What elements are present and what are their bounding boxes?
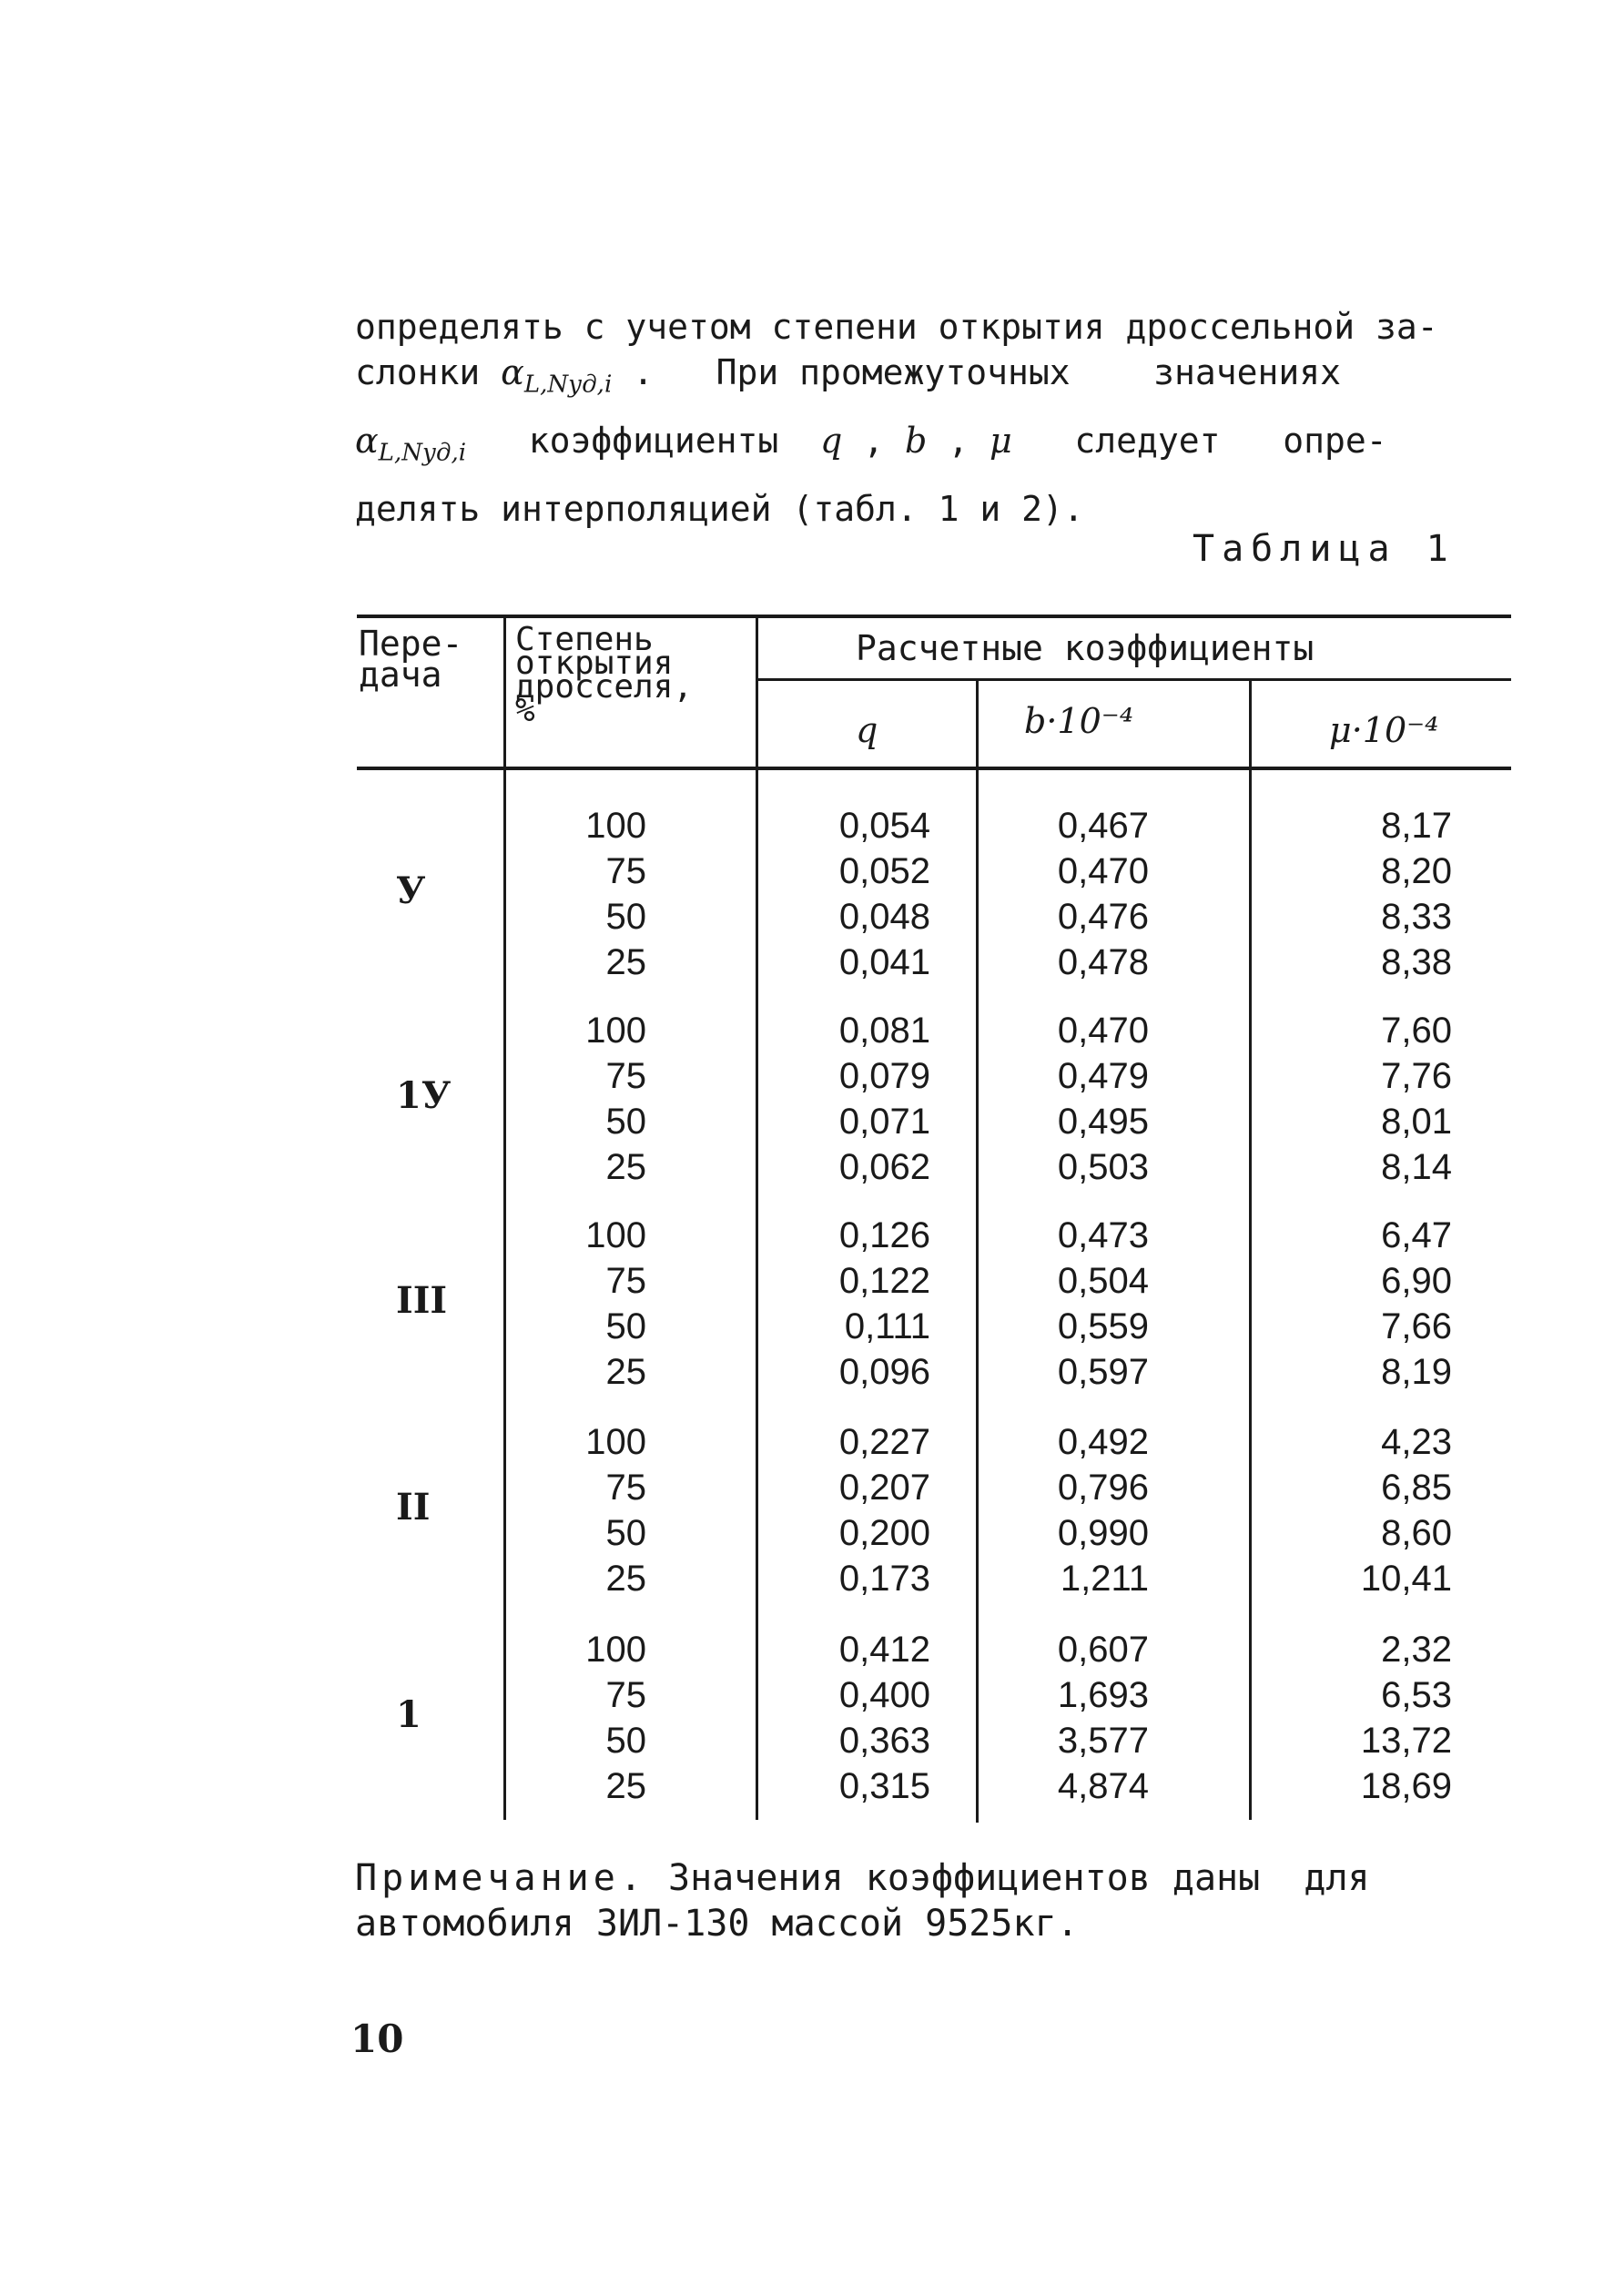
cell-throttle: 25 — [605, 1559, 646, 1599]
cell-q: 0,207 — [838, 1468, 930, 1508]
cell-throttle: 75 — [605, 1261, 646, 1301]
line3-text-b: следует — [1074, 421, 1221, 461]
cell-throttle: 50 — [605, 897, 646, 937]
cell-b: 0,478 — [1057, 942, 1149, 982]
cell-throttle: 100 — [585, 1011, 646, 1051]
cell-throttle: 25 — [605, 942, 646, 982]
page-number: 10 — [350, 2017, 404, 2061]
cell-mu: 8,60 — [1381, 1513, 1452, 1553]
cell-b: 0,597 — [1057, 1352, 1149, 1392]
cell-b: 0,473 — [1057, 1215, 1149, 1255]
cell-throttle: 100 — [585, 806, 646, 846]
cell-mu: 6,47 — [1381, 1215, 1452, 1255]
cell-q: 0,363 — [838, 1721, 930, 1761]
cell-q: 0,111 — [844, 1306, 930, 1346]
gear-label: 1У — [396, 1074, 452, 1117]
header-q: q — [856, 710, 878, 750]
cell-b: 0,492 — [1057, 1422, 1149, 1462]
line2-text-b: При промежуточных — [716, 352, 1071, 392]
cell-throttle: 100 — [585, 1215, 646, 1255]
cell-throttle: 50 — [605, 1306, 646, 1346]
cell-q: 0,048 — [838, 897, 930, 937]
alpha-symbol-2: $\alpha_{L,Nуд,i}$ — [355, 421, 467, 467]
cell-mu: 18,69 — [1360, 1766, 1452, 1806]
cell-throttle: 75 — [605, 1468, 646, 1508]
cell-mu: 8,19 — [1381, 1352, 1452, 1392]
cell-b: 0,495 — [1057, 1102, 1149, 1142]
cell-throttle: 50 — [605, 1513, 646, 1553]
cell-mu: 10,41 — [1360, 1559, 1452, 1599]
note-label: Примечание. — [355, 1857, 646, 1899]
cell-b: 0,796 — [1057, 1468, 1149, 1508]
cell-mu: 13,72 — [1360, 1721, 1452, 1761]
header-b: b·10⁻⁴ — [1024, 701, 1134, 741]
col-divider-3 — [976, 680, 979, 1823]
cell-mu: 6,90 — [1381, 1261, 1452, 1301]
cell-b: 4,874 — [1057, 1766, 1149, 1806]
gear-label: 1 — [396, 1693, 421, 1736]
gear-label: У — [396, 869, 426, 912]
gear-label: III — [396, 1279, 448, 1322]
cell-b: 0,559 — [1057, 1306, 1149, 1346]
cell-throttle: 100 — [585, 1630, 646, 1670]
line3-text-c: опре- — [1283, 421, 1387, 461]
note-text-1: Значения коэффициентов даны для — [668, 1857, 1370, 1899]
cell-mu: 6,85 — [1381, 1468, 1452, 1508]
header-coefficients-group: Расчетные коэффициенты — [856, 628, 1315, 668]
cell-b: 3,577 — [1057, 1721, 1149, 1761]
cell-q: 0,126 — [838, 1215, 930, 1255]
cell-mu: 7,76 — [1381, 1056, 1452, 1096]
cell-b: 0,470 — [1057, 1011, 1149, 1051]
cell-mu: 6,53 — [1381, 1675, 1452, 1715]
cell-q: 0,412 — [838, 1630, 930, 1670]
coef-mu-symbol: μ — [990, 421, 1012, 461]
cell-q: 0,227 — [838, 1422, 930, 1462]
line3-text-a: коэффициенты — [528, 421, 779, 461]
cell-throttle: 25 — [605, 1147, 646, 1187]
cell-q: 0,052 — [838, 851, 930, 891]
cell-throttle: 75 — [605, 851, 646, 891]
paragraph-line-4: делять интерполяцией (табл. 1 и 2). — [355, 489, 1084, 529]
header-bottom-rule — [357, 767, 1511, 770]
paragraph-line-1: определять с учетом степени открытия дроссельной за- — [355, 307, 1438, 347]
cell-throttle: 25 — [605, 1352, 646, 1392]
col-divider-1 — [503, 616, 506, 1820]
coef-b-symbol: b — [905, 421, 928, 461]
cell-mu: 7,66 — [1381, 1306, 1452, 1346]
cell-mu: 8,01 — [1381, 1102, 1452, 1142]
cell-mu: 2,32 — [1381, 1630, 1452, 1670]
cell-throttle: 50 — [605, 1102, 646, 1142]
cell-q: 0,173 — [838, 1559, 930, 1599]
header-throttle: Степень открытия дросселя, % — [515, 621, 694, 729]
cell-b: 0,476 — [1057, 897, 1149, 937]
line2-text-a: слонки — [355, 352, 481, 392]
cell-b: 0,504 — [1057, 1261, 1149, 1301]
cell-mu: 8,17 — [1381, 806, 1452, 846]
cell-throttle: 50 — [605, 1721, 646, 1761]
cell-mu: 7,60 — [1381, 1011, 1452, 1051]
cell-b: 1,693 — [1057, 1675, 1149, 1715]
table-caption: Таблица 1 — [1193, 528, 1456, 570]
group-header-rule — [756, 678, 1511, 681]
cell-mu: 8,14 — [1381, 1147, 1452, 1187]
cell-q: 0,096 — [838, 1352, 930, 1392]
cell-q: 0,081 — [838, 1011, 930, 1051]
cell-throttle: 75 — [605, 1675, 646, 1715]
line2-text-c: значениях — [1153, 352, 1342, 392]
header-gear: Пере- дача — [359, 624, 463, 695]
cell-q: 0,079 — [838, 1056, 930, 1096]
cell-q: 0,041 — [838, 942, 930, 982]
gear-label: II — [396, 1486, 431, 1529]
cell-b: 0,470 — [1057, 851, 1149, 891]
paragraph-line-3: $\alpha_{L,Nуд,i}$ коэффициенты q , b , μ следует опре- — [355, 421, 1387, 467]
cell-throttle: 75 — [605, 1056, 646, 1096]
cell-b: 0,607 — [1057, 1630, 1149, 1670]
cell-q: 0,400 — [838, 1675, 930, 1715]
paragraph-line-2: слонки $\alpha_{L,Nуд,i}$ . При промежуточных значениях — [355, 352, 1342, 399]
cell-b: 0,467 — [1057, 806, 1149, 846]
cell-b: 0,990 — [1057, 1513, 1149, 1553]
alpha-symbol-1: $\alpha_{L,Nуд,i}$ — [501, 352, 613, 399]
cell-mu: 8,20 — [1381, 851, 1452, 891]
cell-b: 0,503 — [1057, 1147, 1149, 1187]
cell-q: 0,062 — [838, 1147, 930, 1187]
cell-throttle: 100 — [585, 1422, 646, 1462]
table-top-rule — [357, 615, 1511, 618]
col-divider-2 — [756, 616, 758, 1820]
cell-q: 0,071 — [838, 1102, 930, 1142]
coef-q-symbol: q — [820, 421, 843, 461]
cell-q: 0,315 — [838, 1766, 930, 1806]
header-mu: μ·10⁻⁴ — [1329, 710, 1439, 750]
cell-q: 0,122 — [838, 1261, 930, 1301]
cell-q: 0,200 — [838, 1513, 930, 1553]
note-line-1 — [355, 1857, 1370, 1899]
cell-throttle: 25 — [605, 1766, 646, 1806]
cell-b: 0,479 — [1057, 1056, 1149, 1096]
cell-mu: 4,23 — [1381, 1422, 1452, 1462]
cell-mu: 8,33 — [1381, 897, 1452, 937]
note-line-2: автомобиля ЗИЛ-130 массой 9525кг. — [355, 1903, 1079, 1945]
cell-q: 0,054 — [838, 806, 930, 846]
col-divider-4 — [1249, 680, 1252, 1820]
cell-mu: 8,38 — [1381, 942, 1452, 982]
cell-b: 1,211 — [1060, 1559, 1149, 1599]
